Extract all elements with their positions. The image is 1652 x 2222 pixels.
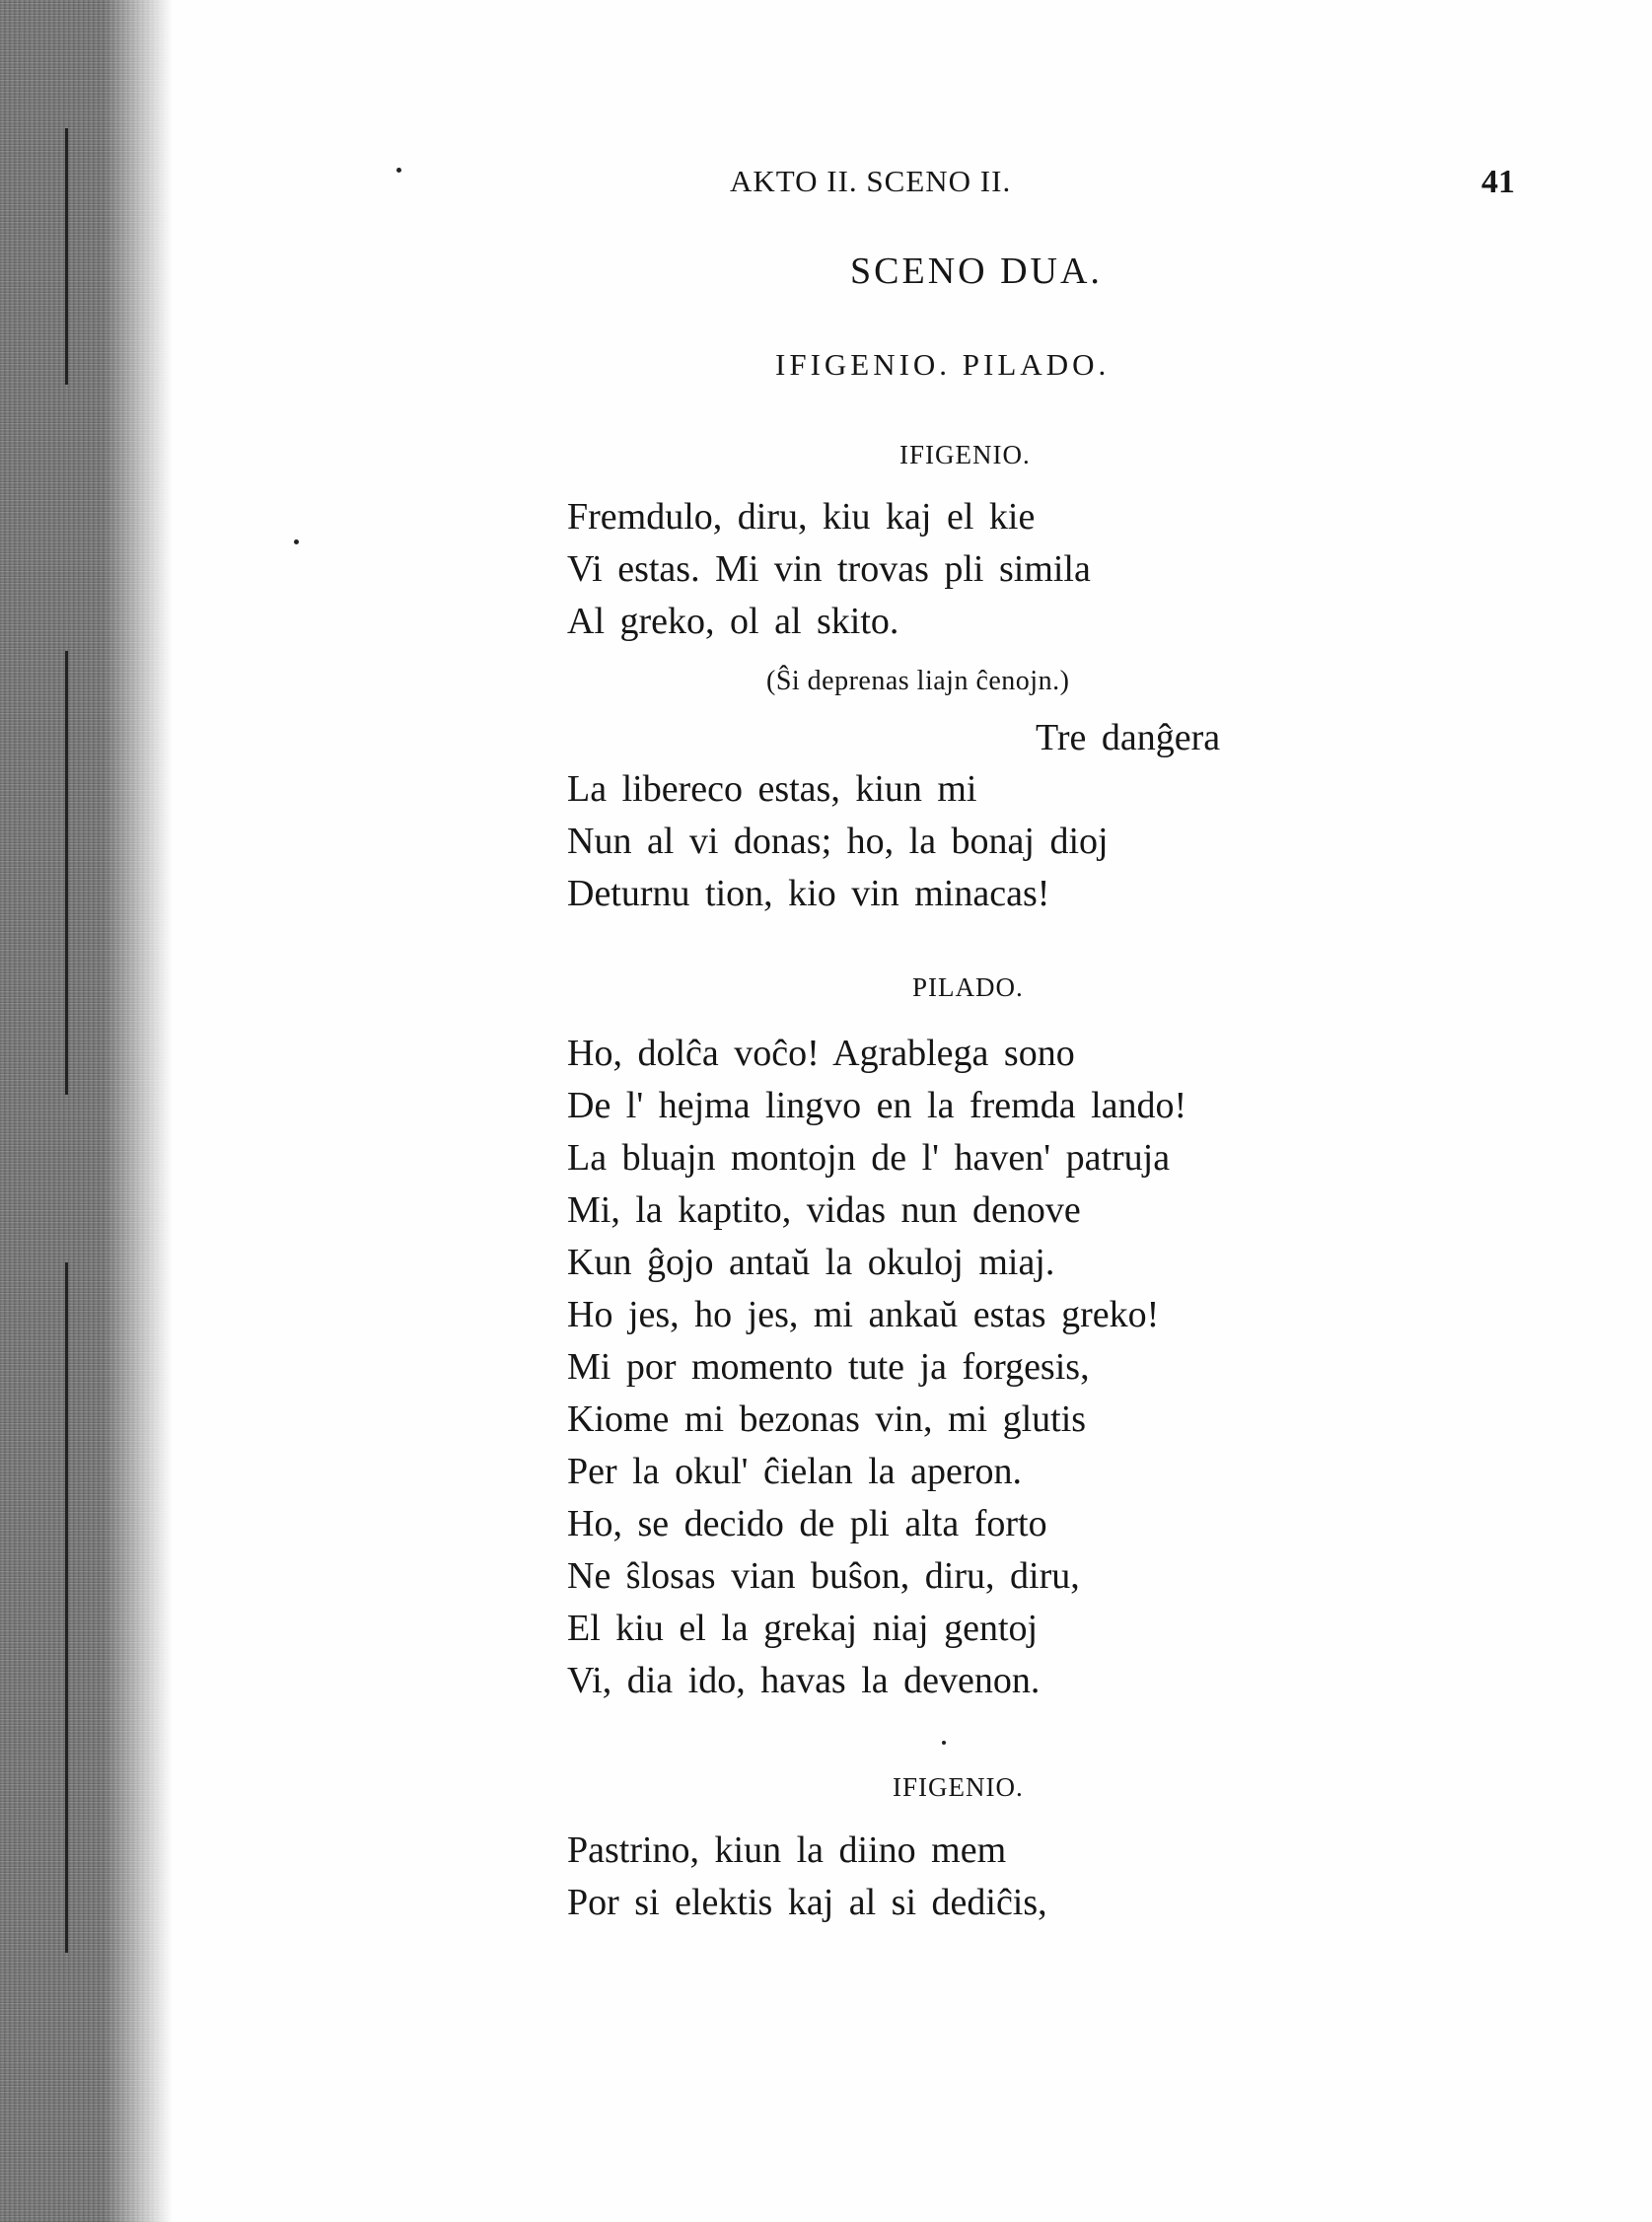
- print-speck: [942, 1741, 946, 1745]
- verse-line: Fremdulo, diru, kiu kaj el kie: [567, 496, 1036, 538]
- speaker-name: IFIGENIO.: [899, 440, 1031, 469]
- verse-block: [567, 1028, 1186, 1707]
- verse-line: Pastrino, kiun la diino mem: [567, 1829, 1007, 1871]
- speaker-name: PILADO.: [912, 972, 1024, 1002]
- verse-line: Al greko, ol al skito.: [567, 601, 899, 642]
- running-title: AKTO II. SCENO II.: [730, 164, 1012, 198]
- stage-direction: (Ŝi deprenas liajn ĉenojn.): [766, 666, 1070, 696]
- page-gutter-shadow: [0, 0, 173, 2222]
- verse-line: La bluajn montojn de l' haven' patruja: [567, 1137, 1171, 1179]
- verse-line: Mi, la kaptito, vidas nun denove: [567, 1189, 1081, 1231]
- print-speck: [294, 539, 299, 544]
- verse-line-continuation: Tre danĝera: [1036, 717, 1221, 758]
- verse-line: Ne ŝlosas vian buŝon, diru, diru,: [567, 1555, 1080, 1597]
- verse-block: [567, 1825, 1047, 1929]
- verse-line: Nun al vi donas; ho, la bonaj dioj: [567, 821, 1109, 862]
- verse-line: Ho, dolĉa voĉo! Agrablega sono: [567, 1033, 1075, 1074]
- verse-line: Por si elektis kaj al si dediĉis,: [567, 1882, 1047, 1923]
- verse-line: Per la okul' ĉielan la aperon.: [567, 1451, 1023, 1492]
- binding-mark: [65, 651, 68, 1095]
- verse-block: [567, 491, 1091, 648]
- verse-line: Ho, se decido de pli alta forto: [567, 1503, 1047, 1544]
- scene-title: SCENO DUA.: [850, 251, 1103, 292]
- verse-line: Vi, dia ido, havas la devenon.: [567, 1660, 1041, 1701]
- verse-line: Kiome mi bezonas vin, mi glutis: [567, 1398, 1087, 1440]
- cast-list: IFIGENIO. PILADO.: [775, 347, 1111, 382]
- binding-mark: [65, 128, 68, 385]
- verse-line: De l' hejma lingvo en la fremda lando!: [567, 1085, 1187, 1126]
- verse-block: [567, 763, 1109, 920]
- verse-line: Kun ĝojo antaŭ la okuloj miaj.: [567, 1242, 1055, 1283]
- verse-line: La libereco estas, kiun mi: [567, 768, 977, 810]
- verse-line: Mi por momento tute ja forgesis,: [567, 1346, 1090, 1388]
- binding-mark: [65, 1262, 68, 1953]
- verse-line: Deturnu tion, kio vin minacas!: [567, 873, 1050, 914]
- verse-line: El kiu el la grekaj niaj gentoj: [567, 1608, 1039, 1649]
- verse-line: Vi estas. Mi vin trovas pli simila: [567, 548, 1091, 590]
- page-number: 41: [1481, 164, 1515, 200]
- speaker-name: IFIGENIO.: [893, 1772, 1024, 1802]
- print-speck: [396, 168, 401, 173]
- verse-line: Ho jes, ho jes, mi ankaŭ estas greko!: [567, 1294, 1160, 1335]
